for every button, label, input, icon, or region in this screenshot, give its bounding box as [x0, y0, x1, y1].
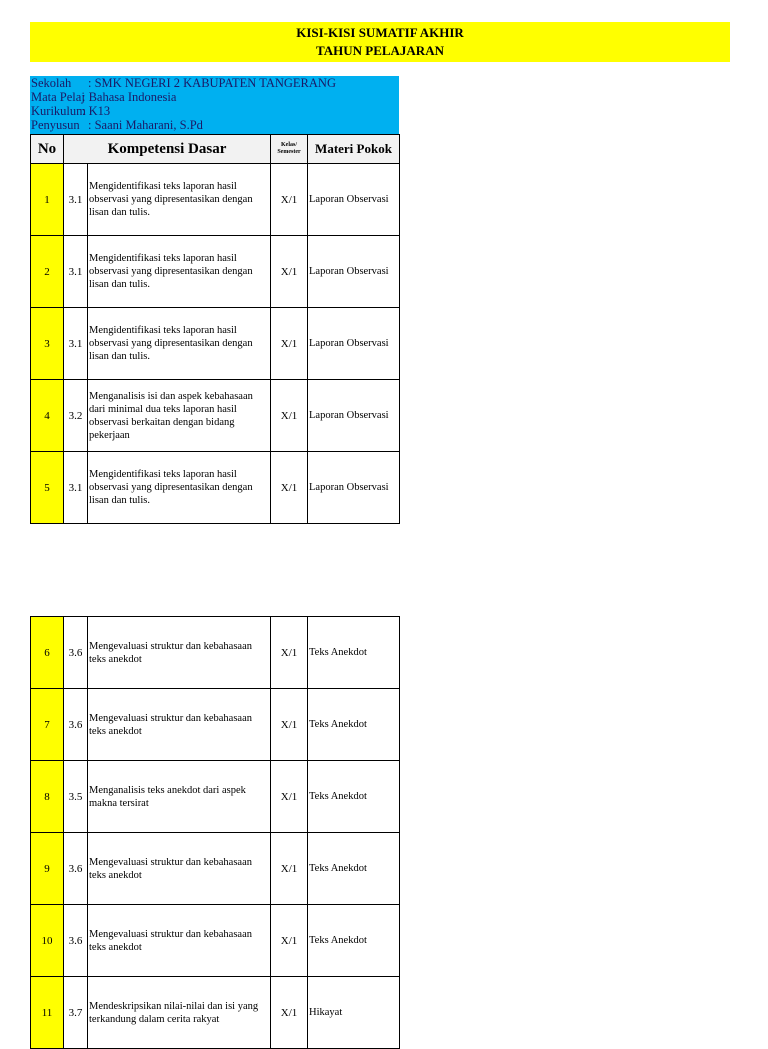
table-row — [31, 452, 400, 524]
materi-pokok: Hikayat — [308, 977, 400, 1049]
row-number: 3 — [31, 308, 64, 380]
kelas-semester: X/1 — [271, 308, 308, 380]
kelas-semester: X/1 — [271, 761, 308, 833]
kd-code: 3.1 — [64, 452, 88, 524]
header-kelas-semester — [271, 135, 308, 164]
materi-pokok: Teks Anekdot — [308, 761, 400, 833]
table-row — [31, 833, 400, 905]
row-number: 10 — [31, 905, 64, 977]
kisi-table-page-2 — [30, 616, 400, 1049]
kd-code: 3.1 — [64, 164, 88, 236]
header-semester: Semester — [277, 149, 301, 155]
kelas-semester: X/1 — [271, 689, 308, 761]
kurikulum-label: Kurikulum — [31, 104, 86, 118]
kd-description: Mengidentifikasi teks laporan hasil observasi yang dipresentasikan dengan lisan dan tulis. — [88, 452, 271, 524]
kd-description: Mengevaluasi struktur dan kebahasaan teks anekdot — [88, 833, 271, 905]
materi-pokok: Teks Anekdot — [308, 905, 400, 977]
table-row — [31, 689, 400, 761]
document-title: KISI-KISI SUMATIF AKHIR — [296, 25, 464, 40]
row-number: 11 — [31, 977, 64, 1049]
row-number: 5 — [31, 452, 64, 524]
materi-pokok: Laporan Observasi — [308, 308, 400, 380]
table-row — [31, 905, 400, 977]
document-subtitle: TAHUN PELAJARAN — [316, 43, 444, 58]
kd-description: Mengevaluasi struktur dan kebahasaan teks anekdot — [88, 905, 271, 977]
penyusun-label: Penyusun — [31, 118, 80, 132]
materi-pokok: Laporan Observasi — [308, 164, 400, 236]
mapel-label: Mata Pelaj — [31, 90, 85, 104]
info-block — [30, 76, 399, 134]
info-row-sekolah — [30, 76, 399, 90]
materi-pokok: Teks Anekdot — [308, 833, 400, 905]
header-kelas: Kelas/ — [281, 142, 297, 148]
kelas-semester: X/1 — [271, 833, 308, 905]
title-clip — [30, 22, 464, 62]
row-number: 4 — [31, 380, 64, 452]
table-body-1 — [31, 164, 400, 524]
kd-code: 3.2 — [64, 380, 88, 452]
table-row — [31, 761, 400, 833]
row-number: 2 — [31, 236, 64, 308]
row-number: 7 — [31, 689, 64, 761]
kd-description: Mengevaluasi struktur dan kebahasaan teks anekdot — [88, 689, 271, 761]
materi-pokok: Teks Anekdot — [308, 689, 400, 761]
kd-description: Menganalisis isi dan aspek kebahasaan dari minimal dua teks laporan hasil observasi berkaitan dengan bidang pekerjaan — [88, 380, 271, 452]
kd-description: Mengevaluasi struktur dan kebahasaan teks anekdot — [88, 617, 271, 689]
table-row — [31, 164, 400, 236]
kelas-semester: X/1 — [271, 905, 308, 977]
sekolah-value: : SMK NEGERI 2 KABUPATEN TANGERANG — [88, 76, 336, 90]
kelas-semester: X/1 — [271, 380, 308, 452]
kurikulum-value: : K13 — [82, 104, 111, 118]
info-row-mapel — [30, 90, 399, 104]
table-row — [31, 977, 400, 1049]
row-number: 1 — [31, 164, 64, 236]
kd-code: 3.5 — [64, 761, 88, 833]
kd-code: 3.7 — [64, 977, 88, 1049]
materi-pokok: Laporan Observasi — [308, 380, 400, 452]
header-materi-pokok: Materi Pokok — [308, 135, 400, 164]
title-band — [30, 22, 730, 62]
kd-code: 3.6 — [64, 617, 88, 689]
kelas-semester: X/1 — [271, 164, 308, 236]
kelas-semester: X/1 — [271, 452, 308, 524]
mapel-value: : Bahasa Indonesia — [82, 90, 177, 104]
header-kompetensi-dasar: Kompetensi Dasar — [64, 135, 271, 164]
sekolah-label: Sekolah — [31, 76, 72, 90]
table-row — [31, 380, 400, 452]
info-row-penyusun — [30, 118, 399, 132]
header-no: No — [31, 135, 64, 164]
kelas-semester: X/1 — [271, 977, 308, 1049]
kisi-table-page-1 — [30, 134, 400, 524]
info-row-kurikulum — [30, 104, 399, 118]
kd-description: Mengidentifikasi teks laporan hasil observasi yang dipresentasikan dengan lisan dan tulis. — [88, 308, 271, 380]
kd-description: Menganalisis teks anekdot dari aspek makna tersirat — [88, 761, 271, 833]
kd-code: 3.6 — [64, 833, 88, 905]
kd-description: Mendeskripsikan nilai-nilai dan isi yang terkandung dalam cerita rakyat — [88, 977, 271, 1049]
kd-description: Mengidentifikasi teks laporan hasil observasi yang dipresentasikan dengan lisan dan tulis. — [88, 164, 271, 236]
materi-pokok: Teks Anekdot — [308, 617, 400, 689]
table-row — [31, 308, 400, 380]
row-number: 8 — [31, 761, 64, 833]
kd-description: Mengidentifikasi teks laporan hasil observasi yang dipresentasikan dengan lisan dan tulis. — [88, 236, 271, 308]
row-number: 6 — [31, 617, 64, 689]
kd-code: 3.6 — [64, 905, 88, 977]
table-row — [31, 236, 400, 308]
penyusun-value: : Saani Maharani, S.Pd — [88, 118, 203, 132]
kelas-semester: X/1 — [271, 617, 308, 689]
materi-pokok: Laporan Observasi — [308, 452, 400, 524]
kd-code: 3.1 — [64, 236, 88, 308]
row-number: 9 — [31, 833, 64, 905]
table-header-row — [31, 135, 400, 164]
materi-pokok: Laporan Observasi — [308, 236, 400, 308]
table-body-2 — [31, 617, 400, 1049]
kd-code: 3.6 — [64, 689, 88, 761]
kd-code: 3.1 — [64, 308, 88, 380]
table-row — [31, 617, 400, 689]
kelas-semester: X/1 — [271, 236, 308, 308]
